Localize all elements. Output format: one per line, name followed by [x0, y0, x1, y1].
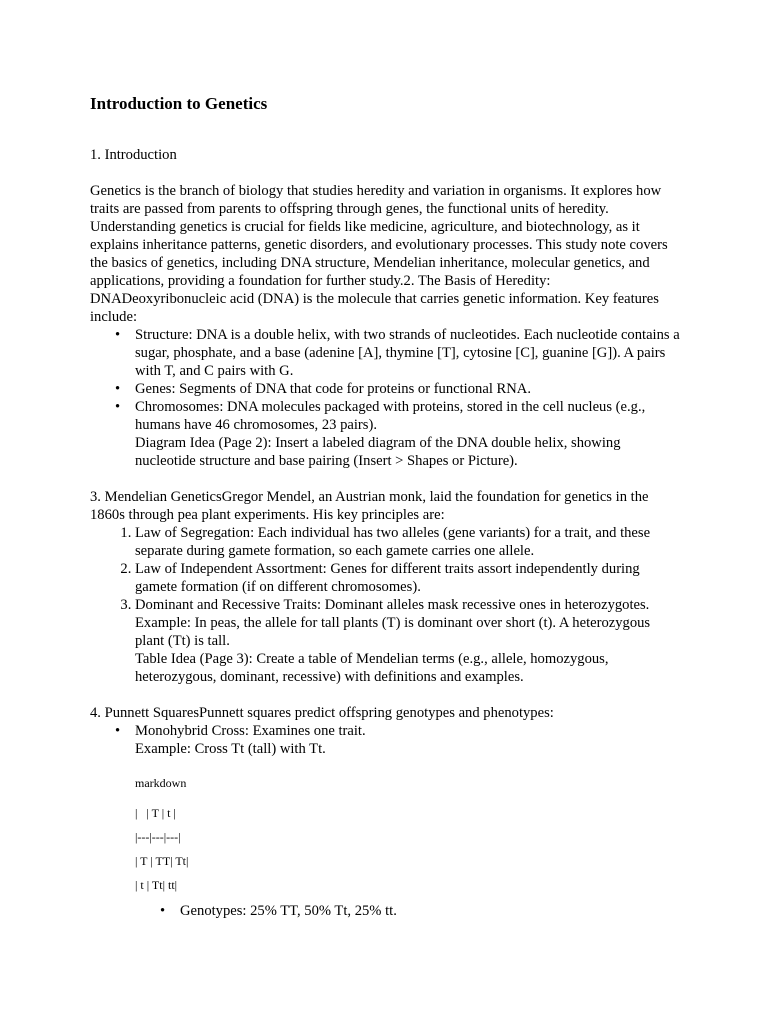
list-item: 3. Dominant and Recessive Traits: Dominant alleles mask recessive ones in heterozygotes. Example: In peas, the allele for tall plants (T) is dominant over short (t). A heterozygous plant (Tt) is tall. Table Idea (Page 3): Create a table of Mendelian terms (e.g., allele, homozygous, heterozygous, dominant, recessive) with definitions and examples. — [135, 596, 680, 686]
cross-example: Example: Cross Tt (tall) with Tt. — [135, 741, 326, 757]
section-3-paragraph: 3. Mendelian GeneticsGregor Mendel, an Austrian monk, laid the foundation for genetics in the 1860s through pea plant experiments. His key principles are: — [90, 489, 649, 523]
code-line: |---|---|---| — [135, 830, 181, 844]
code-block — [135, 776, 680, 892]
list-item: 2. Law of Independent Assortment: Genes for different traits assort independently during gamete formation (if on different chromosomes). — [135, 560, 680, 596]
diagram-idea: Diagram Idea (Page 2): Insert a labeled diagram of the DNA double helix, showing nucleotide structure and base pairing (Insert > Shapes or Picture). — [135, 435, 621, 469]
code-line: | T | TT| Tt| — [135, 854, 189, 868]
genotype-list — [90, 902, 680, 920]
example-text: Example: In peas, the allele for tall plants (T) is dominant over short (t). A heterozygous plant (Tt) is tall. — [135, 615, 651, 649]
section-4-paragraph: 4. Punnett SquaresPunnett squares predict offspring genotypes and phenotypes: — [90, 705, 554, 721]
list-item: • Monohybrid Cross: Examines one trait. Example: Cross Tt (tall) with Tt. — [135, 722, 680, 758]
table-idea: Table Idea (Page 3): Create a table of Mendelian terms (e.g., allele, homozygous, heterozygous, dominant, recessive) with definitions and examples. — [135, 651, 609, 685]
page-title: Introduction to Genetics — [90, 94, 268, 113]
list-item: • Genotypes: 25% TT, 50% Tt, 25% tt. — [180, 902, 680, 920]
list-item: 1. Law of Segregation: Each individual has two alleles (gene variants) for a trait, and these separate during gamete formation, so each gamete carries one allele. — [135, 524, 680, 560]
code-label: markdown — [135, 776, 187, 790]
section-1-heading: 1. Introduction — [90, 147, 177, 163]
code-line: | | T | t | — [135, 806, 176, 820]
code-line: | t | Tt| tt| — [135, 878, 178, 892]
list-item: • Genes: Segments of DNA that code for proteins or functional RNA. — [135, 380, 680, 398]
section-1-paragraph: Genetics is the branch of biology that studies heredity and variation in organisms. It explores how traits are passed from parents to offspring through genes, the functional units of heredity. Understanding genetics is crucial for fields like medicine, agriculture, and biotechnology, as it explains inheritance patterns, genetic disorders, and evolutionary processes. This study note covers the basics of genetics, including DNA structure, Mendelian inheritance, molecular genetics, and applications, providing a foundation for further study.2. The Basis of Heredity: DNADeoxyribonucleic acid (DNA) is the molecule that carries genetic information. Key features include: — [90, 183, 668, 325]
list-item: • Chromosomes: DNA molecules packaged with proteins, stored in the cell nucleus (e.g., humans have 46 chromosomes, 23 pairs). Diagram Idea (Page 2): Insert a labeled diagram of the DNA double helix, showing nucleotide structure and base pairing (Insert > Shapes or Picture). — [135, 398, 680, 470]
document-content — [90, 92, 680, 920]
punnett-list — [90, 722, 680, 758]
mendel-principles-list — [90, 524, 680, 686]
list-item: • Structure: DNA is a double helix, with two strands of nucleotides. Each nucleotide contains a sugar, phosphate, and a base (adenine [A], thymine [T], cytosine [C], guanine [G]). A pairs with T, and C pairs with G. — [135, 326, 680, 380]
dna-features-list — [90, 326, 680, 470]
